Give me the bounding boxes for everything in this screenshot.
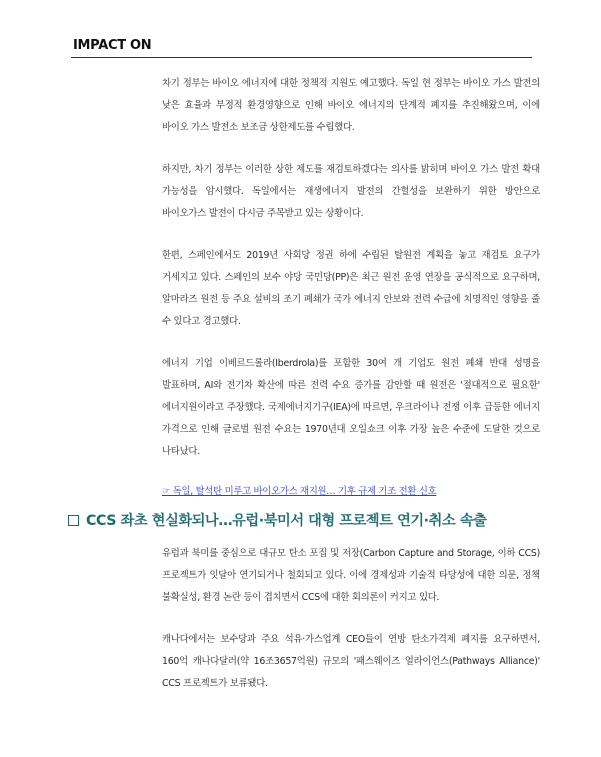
- section-heading: [68, 509, 538, 533]
- section-body: [162, 543, 540, 715]
- page-header: [0, 0, 601, 62]
- article-body: [162, 73, 540, 503]
- related-article-link[interactable]: ☞ 독일, 탈석탄 미루고 바이오가스 재지원… 기후 규제 기조 전환 신호: [162, 486, 437, 497]
- brand-logo[interactable]: IMPACT ON: [73, 38, 152, 53]
- article-paragraph-2: 하지만, 차기 정부는 이러한 상한 제도를 재검토하겠다는 의사를 밝히며 바이오 가스 발전 확대 가능성을 암시했다. 독일에서는 재생에너지 발전의 간헐성을 보완하기 위한 방안으로 바이오가스 발전이 다시금 주목받고 있는 상황이다.: [162, 164, 540, 219]
- header-divider: [71, 57, 532, 58]
- section-paragraph-1: 유럽과 북미를 중심으로 대규모 탄소 포집 및 저장(Carbon Capture and Storage, 이하 CCS) 프로젝트가 잇달아 연기되거나 철회되고 있다. 이에 경제성과 기술적 타당성에 대한 의문, 정책 불확실성, 환경 논란 등이 겹치면서 CCS에 대한 회의론이 커지고 있다.: [162, 548, 540, 603]
- checkbox-square-icon: [68, 515, 79, 526]
- article-paragraph-1: 차기 정부는 바이오 에너지에 대한 정책적 지원도 예고했다. 독일 현 정부는 바이오 가스 발전의 낮은 효율과 부정적 환경영향으로 인해 바이오 에너지의 단계적 폐지를 추진해왔으며, 이에 바이오 가스 발전소 보조금 상한제도를 수립했다.: [162, 78, 540, 133]
- article-paragraph-3: 한편, 스페인에서도 2019년 사회당 정권 하에 수립된 탈원전 계획을 놓고 재검토 요구가 거세지고 있다. 스페인의 보수 야당 국민당(PP)은 최근 원전 운영 연장을 공식적으로 요구하며, 알마라즈 원전 등 주요 설비의 조기 폐쇄가 국가 에너지 안보와 전력 수급에 치명적인 영향을 줄 수 있다고 경고했다.: [162, 250, 540, 327]
- section-heading-text: CCS 좌초 현실화되나…유럽·북미서 대형 프로젝트 연기·취소 속출: [86, 513, 487, 529]
- article-paragraph-4: 에너지 기업 이베르드롤라(Iberdrola)를 포함한 30여 개 기업도 원전 폐쇄 반대 성명을 발표하며, AI와 전기차 확산에 따른 전력 수요 증가를 감안할 때 원전은 '절대적으로 필요한' 에너지원이라고 주장했다. 국제에너지기구(IEA)에 따르면, 우크라이나 전쟁 이후 급등한 에너지 가격으로 인해 글로벌 원전 수요는 1970년대 오일쇼크 이후 가장 높은 수준에 도달한 것으로 나타났다.: [162, 358, 540, 457]
- section-paragraph-2: 캐나다에서는 보수당과 주요 석유·가스업계 CEO들이 연방 탄소가격제 폐지를 요구하면서, 160억 캐나다달러(약 16조3657억원) 규모의 '패스웨이즈 얼라이언스(Pathways Alliance)' CCS 프로젝트가 보류됐다.: [162, 634, 540, 689]
